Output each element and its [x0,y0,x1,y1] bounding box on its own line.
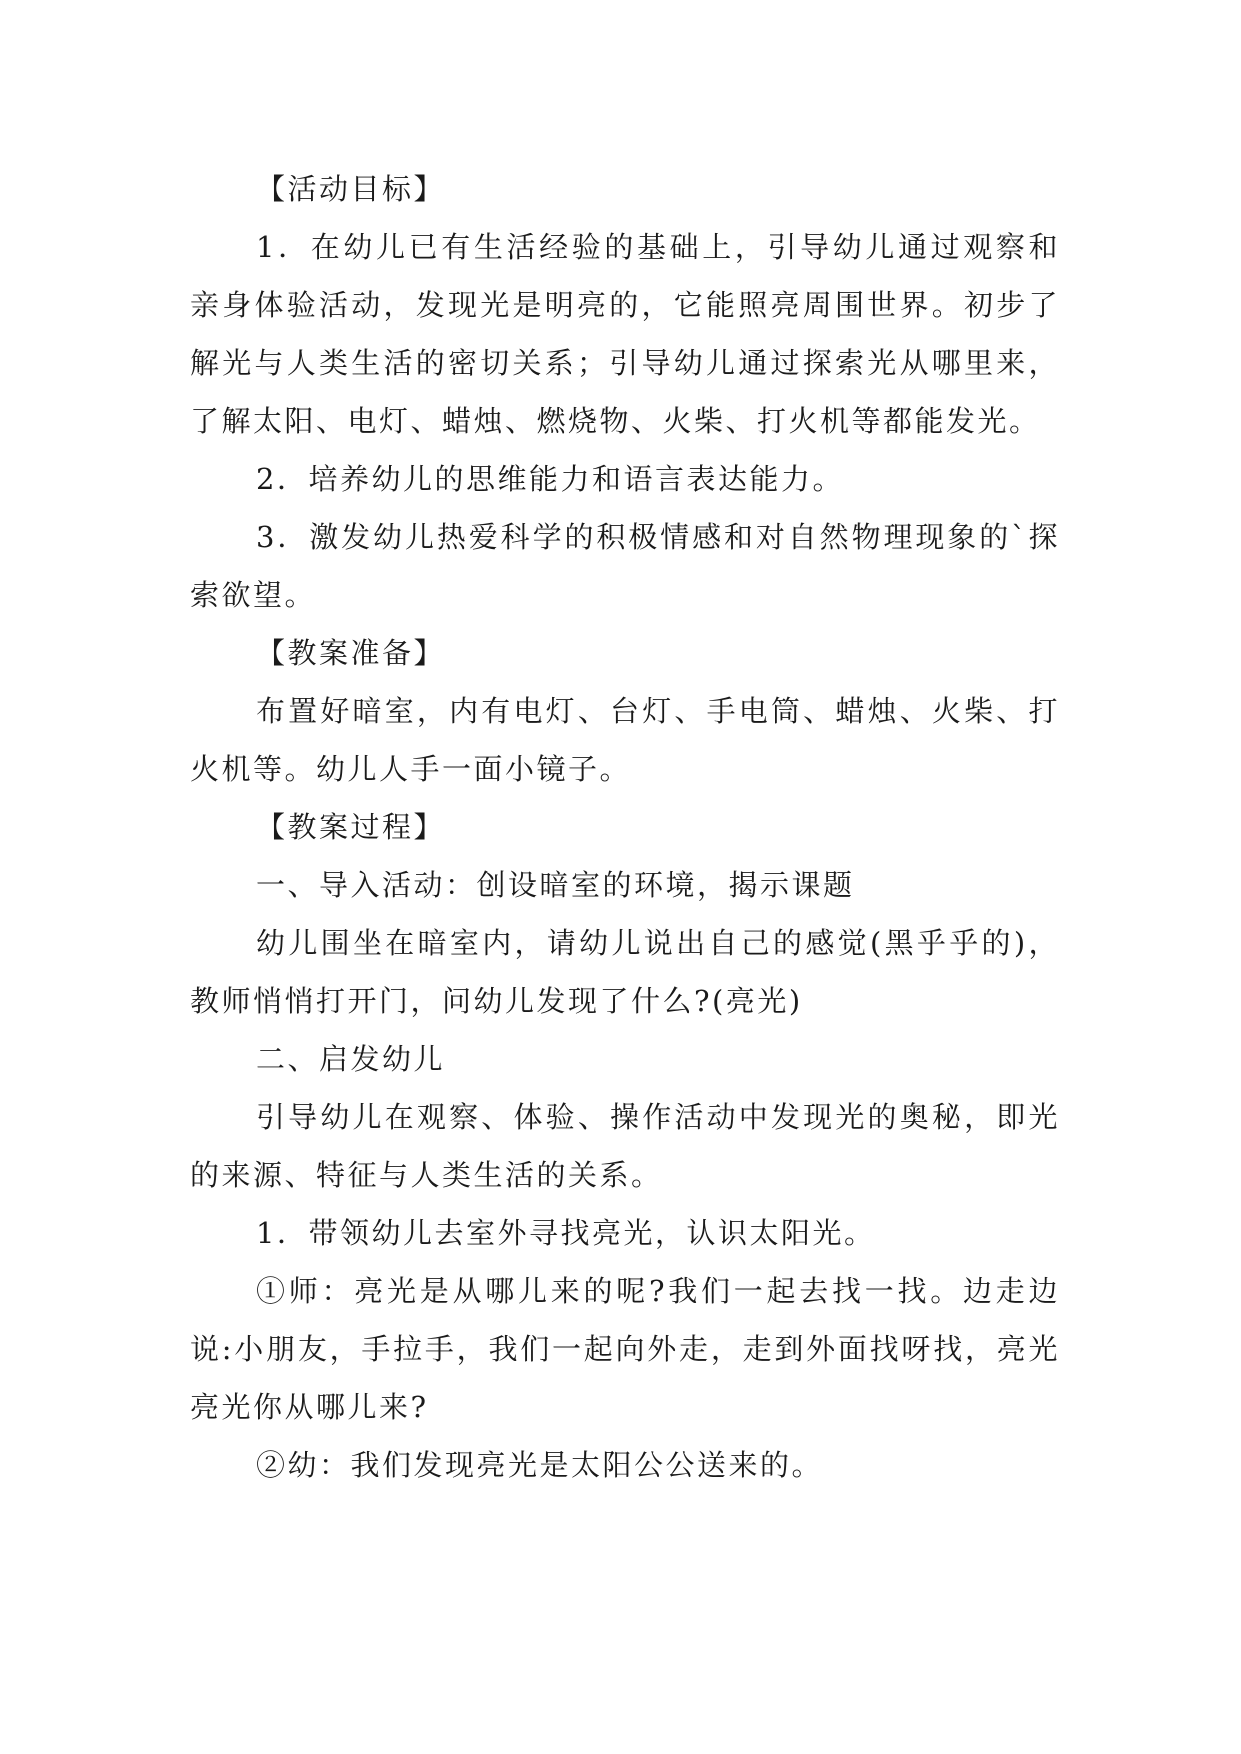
preparation-paragraph: 布置好暗室，内有电灯、台灯、手电筒、蜡烛、火柴、打火机等。幼儿人手一面小镜子。 [190,694,1060,786]
goal-paragraph-3: 3．激发幼儿热爱科学的积极情感和对自然物理现象的`探索欲望。 [190,520,1060,612]
step-2-item-1a: ①师：亮光是从哪儿来的呢?我们一起去找一找。边走边说:小朋友，手拉手，我们一起向外走，走到外面找呀找，亮光亮光你从哪儿来? [190,1274,1060,1424]
heading-activity-goals: 【活动目标】 [256,172,446,206]
step-1-title: 一、导入活动：创设暗室的环境，揭示课题 [256,868,855,902]
heading-lesson-preparation: 【教案准备】 [256,636,446,670]
step-2-item-1b: ②幼：我们发现亮光是太阳公公送来的。 [256,1448,824,1482]
heading-lesson-process: 【教案过程】 [256,810,446,844]
document-body [190,160,1060,1494]
step-2-paragraph: 引导幼儿在观察、体验、操作活动中发现光的奥秘，即光的来源、特征与人类生活的关系。 [190,1100,1060,1192]
goal-paragraph-1: 1．在幼儿已有生活经验的基础上，引导幼儿通过观察和亲身体验活动，发现光是明亮的，它能照亮周围世界。初步了解光与人类生活的密切关系；引导幼儿通过探索光从哪里来，了解太阳、电灯、蜡烛、燃烧物、火柴、打火机等都能发光。 [190,230,1060,438]
step-2-item-1: 1．带领幼儿去室外寻找亮光，认识太阳光。 [256,1216,876,1250]
goal-paragraph-2: 2．培养幼儿的思维能力和语言表达能力。 [256,462,844,496]
step-2-title: 二、启发幼儿 [256,1042,446,1076]
step-1-paragraph: 幼儿围坐在暗室内，请幼儿说出自己的感觉(黑乎乎的)，教师悄悄打开门，问幼儿发现了什么?(亮光) [190,926,1060,1018]
